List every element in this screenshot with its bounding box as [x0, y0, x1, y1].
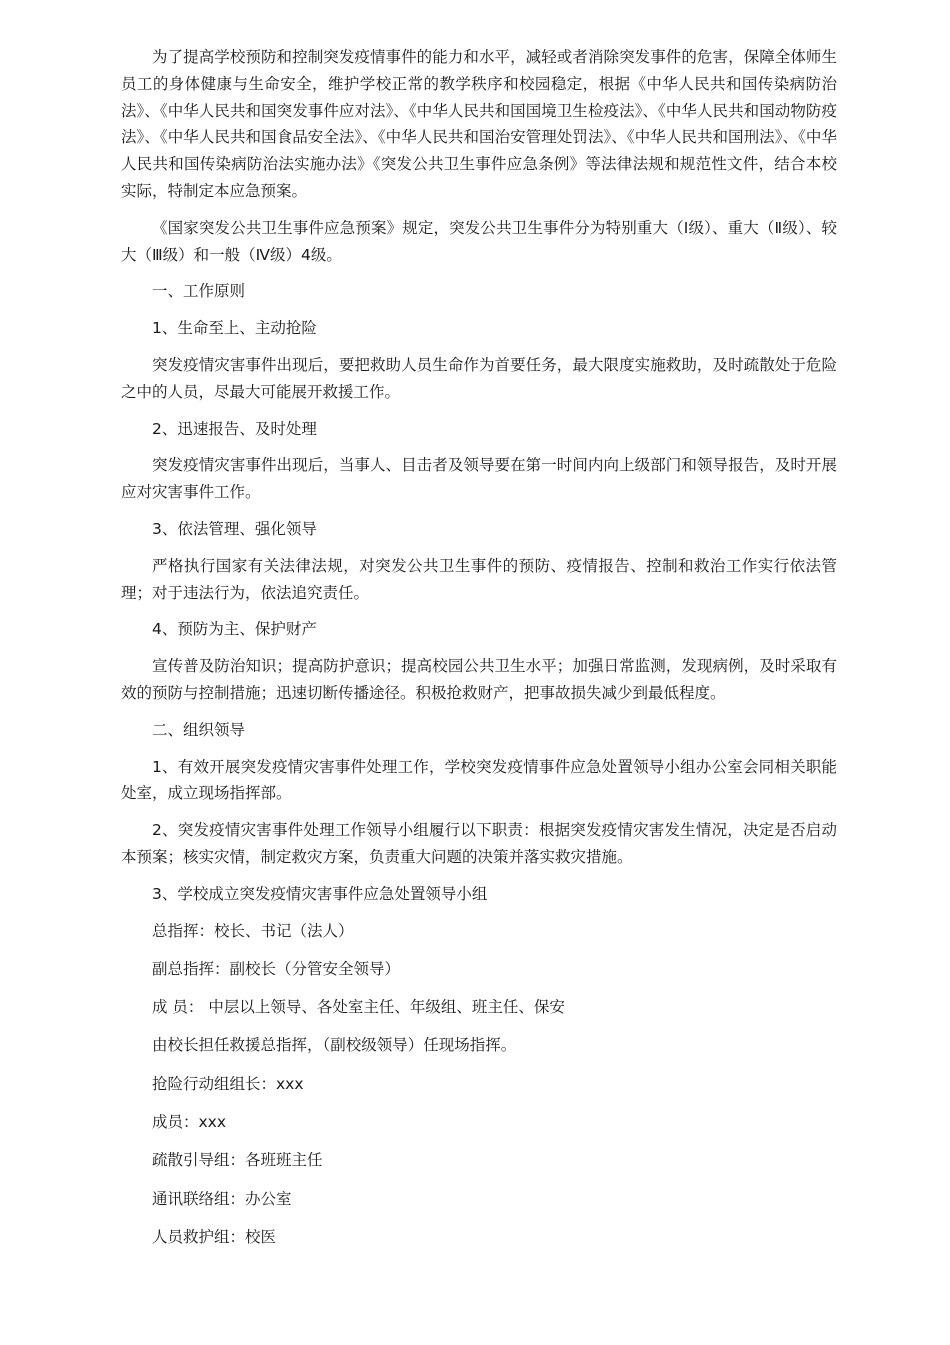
field-command-line: 由校长担任救援总指挥，（副校级领导）任现场指挥。 [152, 1036, 517, 1055]
document-body [121, 44, 837, 1262]
communication-team-line: 通讯联络组：办公室 [152, 1189, 292, 1208]
organization-item-3: 3、学校成立突发疫情灾害事件应急处置领导小组 [152, 884, 488, 903]
evacuation-team-line: 疏散引导组：各班班主任 [152, 1151, 323, 1170]
intro-paragraph: 为了提高学校预防和控制突发疫情事件的能力和水平，减轻或者消除突发事件的危害，保障全体师生员工的身体健康与生命安全，维护学校正常的教学秩序和校园稳定，根据《中华人民共和国传染病防治法》、《中华人民共和国突发事件应对法》、《中华人民共和国国境卫生检疫法》、《中华人民共和国动物防疫法》、《中华人民共和国食品安全法》、《中华人民共和国治安管理处罚法》、《中华人民共和国刑法》、《中华人民共和国传染病防治法实施办法》《突发公共卫生事件应急条例》等法律法规和规范性文件，结合本校实际，特制定本应急预案。 [121, 48, 837, 200]
principle-2-text: 突发疫情灾害事件出现后，当事人、目击者及领导要在第一时间内向上级部门和领导报告，及时开展应对灾害事件工作。 [121, 456, 837, 502]
deputy-commander-line: 副总指挥：副校长（分管安全领导） [152, 959, 401, 978]
principle-4-text: 宣传普及防治知识；提高防护意识；提高校园公共卫生水平；加强日常监测，发现病例，及时采取有效的预防与控制措施；迅速切断传播途径。积极抢救财产，把事故损失减少到最低程度。 [121, 657, 837, 702]
principle-3-text: 严格执行国家有关法律法规，对突发公共卫生事件的预防、疫情报告、控制和救治工作实行依法管理；对于违法行为，依法追究责任。 [121, 556, 837, 602]
principle-1-heading: 1、生命至上、主动抢险 [152, 319, 317, 338]
principle-2-heading: 2、迅速报告、及时处理 [152, 419, 317, 438]
organization-item-1: 1、有效开展突发疫情灾害事件处理工作，学校突发疫情事件应急处置领导小组办公室会同相关职能处室，成立现场指挥部。 [121, 757, 837, 803]
commander-line: 总指挥：校长、书记（法人） [152, 921, 354, 940]
organization-item-2: 2、突发疫情灾害事件处理工作领导小组履行以下职责：根据突发疫情灾害发生情况，决定是否启动本预案；核实灾情，制定救灾方案，负责重大问题的决策并落实救灾措施。 [121, 821, 837, 866]
members-line: 成 员： 中层以上领导、各处室主任、年级组、班主任、保安 [152, 998, 565, 1017]
principle-4-heading: 4、预防为主、保护财产 [152, 620, 317, 639]
level-paragraph: 《国家突发公共卫生事件应急预案》规定，突发公共卫生事件分为特别重大（Ⅰ级）、重大（Ⅱ级）、较大（Ⅲ级）和一般（Ⅳ级）4级。 [121, 218, 837, 264]
principle-1-text: 突发疫情灾害事件出现后，要把救助人员生命作为首要任务，最大限度实施救助，及时疏散处于危险之中的人员，尽最大可能展开救援工作。 [121, 355, 837, 401]
principle-3-heading: 3、依法管理、强化领导 [152, 519, 317, 538]
medical-team-line: 人员救护组：校医 [152, 1227, 277, 1246]
rescue-team-leader-line: 抢险行动组组长：xxx [152, 1074, 304, 1093]
section-heading-principles: 一、工作原则 [152, 282, 246, 301]
rescue-team-members-line: 成员：xxx [152, 1113, 227, 1131]
section-heading-organization: 二、组织领导 [152, 720, 246, 739]
